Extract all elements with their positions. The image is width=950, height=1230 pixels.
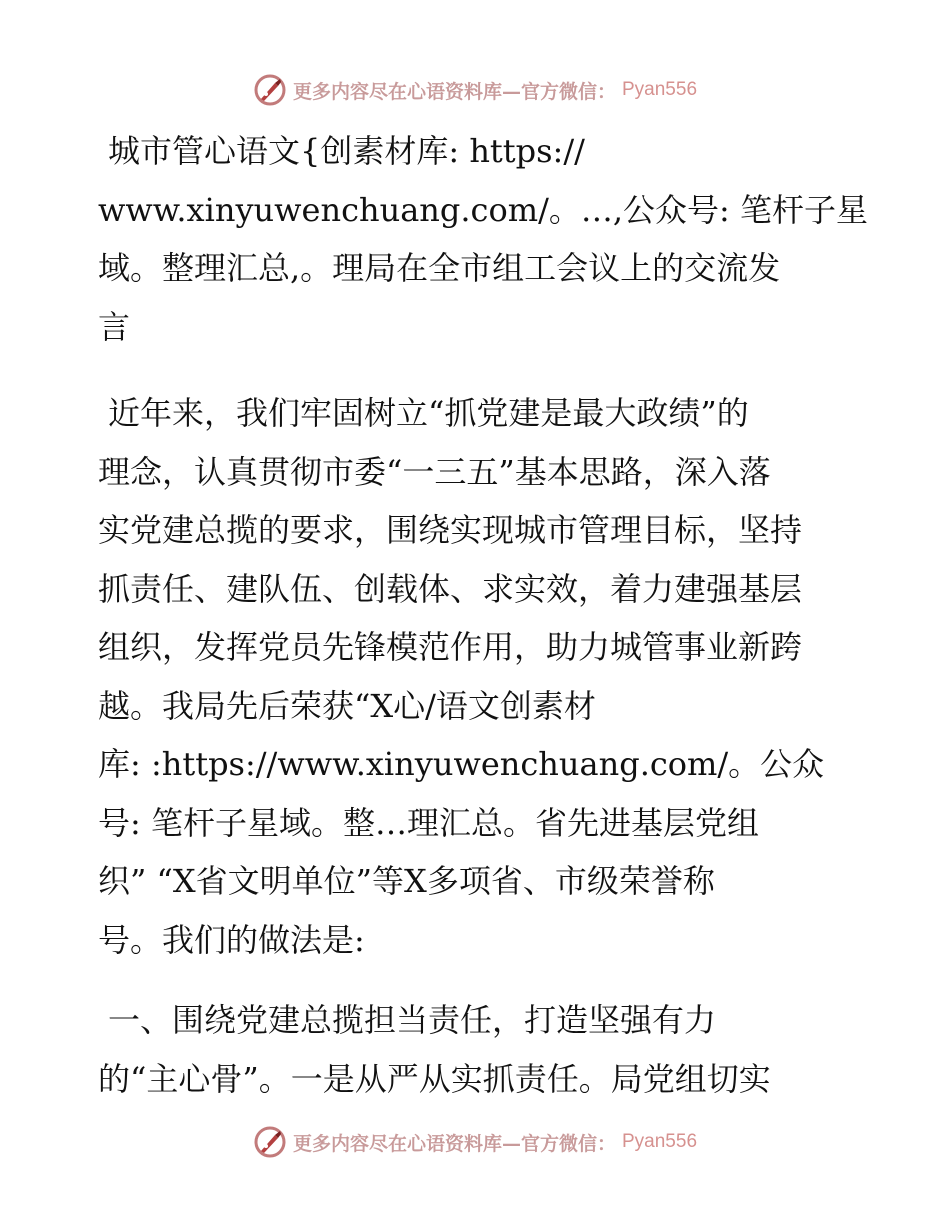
text-line: 的“主心骨”。一是从严从实抓责任。局党组切实: [98, 1059, 771, 1098]
text-line: 域。整理汇总,。理局在全市组工会议上的交流发: [98, 249, 781, 287]
pen-logo-icon: [253, 73, 287, 107]
text-line: 实党建总揽的要求，围绕实现城市管理目标，坚持: [98, 511, 803, 549]
watermark-text: 更多内容尽在心语资料库—官方微信：: [292, 1132, 616, 1155]
text-line: 言: [98, 307, 131, 346]
body-paragraph: [98, 384, 858, 969]
text-line: 一、围绕党建总揽担当责任，打造坚强有力: [108, 1001, 717, 1039]
pen-logo-icon: [253, 1125, 287, 1159]
text-line: 理念，认真贯彻市委“一三五”基本思路，深入落: [98, 452, 771, 491]
section-paragraph: [98, 991, 858, 1108]
footer-watermark: [0, 1122, 950, 1162]
text-line: www.xinyuwenchuang.com/。…,公众号: 笔杆子星: [98, 190, 868, 229]
document-body: [98, 122, 868, 1108]
watermark-wechat-id: Pyan556: [622, 1131, 698, 1152]
text-line: 组织，发挥党员先锋模范作用，助力城管事业新跨: [98, 628, 803, 666]
text-line: 城市管心语文{创素材库: https://: [108, 132, 585, 170]
watermark-text: 更多内容尽在心语资料库—官方微信：: [292, 80, 616, 103]
header-watermark: [0, 70, 950, 110]
text-line: 库: :https://www.xinyuwenchuang.com/。公众: [98, 745, 825, 783]
text-line: 抓责任、建队伍、创载体、求实效，着力建强基层: [98, 569, 803, 608]
text-line: 越。我局先后荣获“X心/语文创素材: [98, 686, 596, 725]
text-line: 号。我们的做法是:: [98, 920, 365, 959]
text-line: 近年来，我们牢固树立“抓党建是最大政绩”的: [108, 394, 749, 432]
watermark-wechat-id: Pyan556: [622, 79, 698, 100]
text-line: 织” “X省文明单位”等X多项省、市级荣誉称: [98, 862, 715, 900]
title-paragraph: [98, 122, 868, 356]
text-line: 号: 笔杆子星域。整…理汇总。省先进基层党组: [98, 803, 759, 842]
